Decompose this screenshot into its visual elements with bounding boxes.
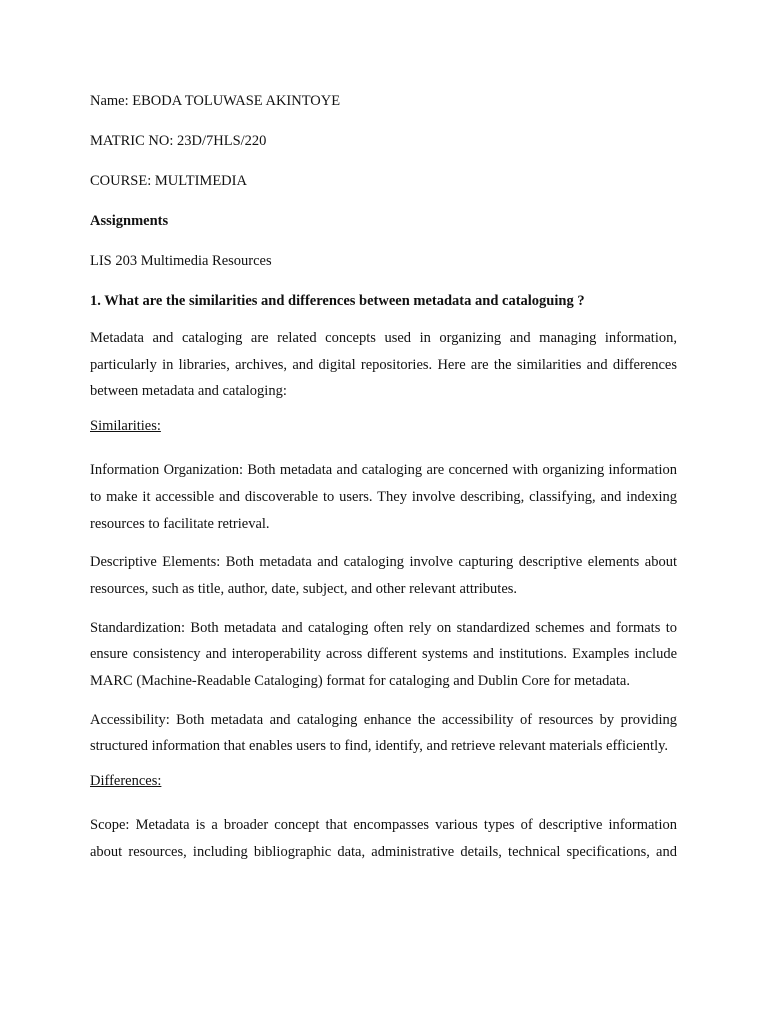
similarity-paragraph: Standardization: Both metadata and cataloging often rely on standardized schemes and formats to ensure consistency and interoperability across different systems and institutions. Examples include MARC (Machine-Readable Cataloging) format for cataloging and Dublin Core for metadata. — [90, 619, 677, 690]
document-body — [90, 92, 677, 878]
similarity-paragraph: Information Organization: Both metadata and cataloging are concerned with organizing information to make it accessible and discoverable to users. They involve describing, classifying, and indexing resources to facilitate retrieval. — [90, 462, 677, 532]
student-name: Name: EBODA TOLUWASE AKINTOYE — [90, 93, 341, 109]
assignments-heading: Assignments — [90, 213, 169, 229]
similarity-paragraph: Accessibility: Both metadata and cataloging enhance the accessibility of resources by providing structured information that enables users to find, identify, and retrieve relevant materials efficiently. — [90, 711, 677, 755]
difference-paragraph: Scope: Metadata is a broader concept that encompasses various types of descriptive information about resources, including bibliographic data, administrative details, technical specifications, and — [90, 817, 677, 860]
similarities-heading: Similarities: — [90, 418, 161, 435]
course-title: LIS 203 Multimedia Resources — [90, 253, 272, 269]
differences-heading: Differences: — [90, 773, 162, 790]
course-name: COURSE: MULTIMEDIA — [90, 173, 247, 189]
similarity-paragraph: Descriptive Elements: Both metadata and cataloging involve capturing descriptive elements about resources, such as title, author, date, subject, and other relevant attributes. — [90, 554, 677, 597]
matric-number: MATRIC NO: 23D/7HLS/220 — [90, 133, 267, 149]
question-heading: 1. What are the similarities and differences between metadata and cataloguing ? — [90, 293, 585, 309]
intro-paragraph: Metadata and cataloging are related concepts used in organizing and managing information, particularly in libraries, archives, and digital repositories. Here are the similarities and differences between metadata and cataloging: — [90, 330, 677, 400]
